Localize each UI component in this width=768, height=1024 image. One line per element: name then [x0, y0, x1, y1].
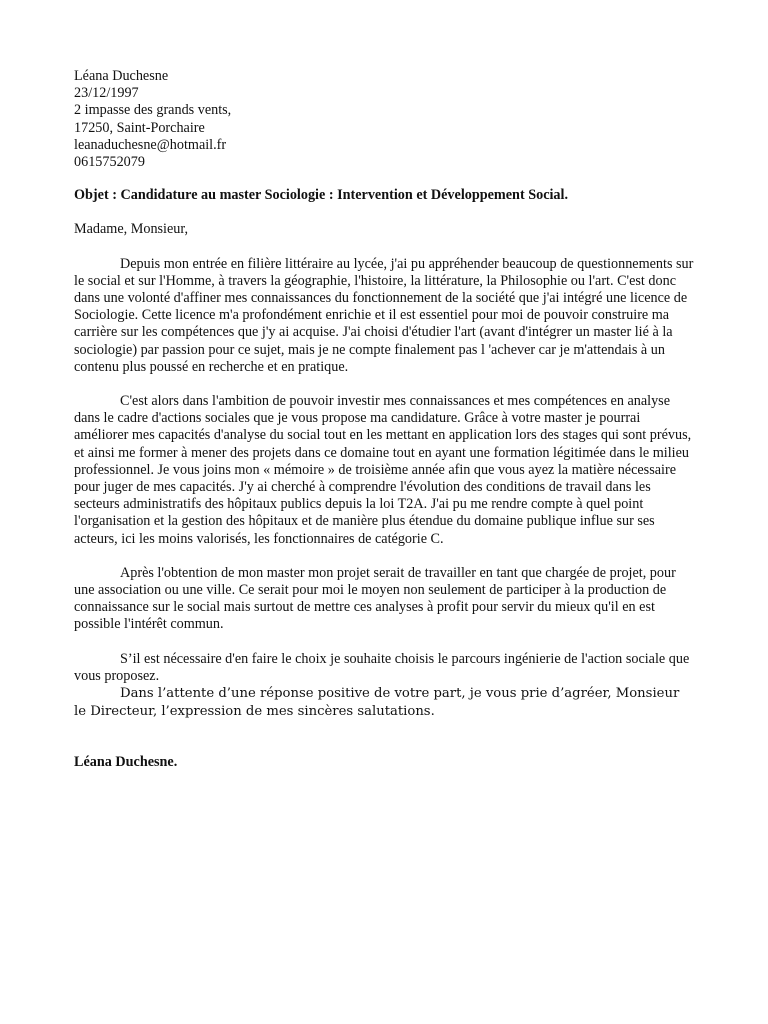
body-paragraph-2: C'est alors dans l'ambition de pouvoir investir mes connaissances et mes compétences en analyse dans le cadre d'actions sociales que je vous propose ma candidature. Grâce à votre master je pourrai améliorer mes capacités d'analyse du social tout en les mettant en application lors des stages qui sont prévus, et ainsi me former à mener des projets dans ce domaine tout en ayant une formation légitimée dans le milieu professionnel. Je vous joins mon « mémoire » de troisième année afin que vous ayez la matière nécessaire pour juger de mes capacités. J'y ai cherché à comprendre l'évolution des conditions de travail dans les secteurs administratifs des hôpitaux publics depuis la loi T2A. J'ai pu me rendre compte à quel point l'organisation et la gestion des hôpitaux et de manière plus étendue du domaine publique influe sur ses acteurs, ici les moins valorisés, les fonctionnaires de catégorie C. [74, 393, 692, 547]
body-paragraph-1: Depuis mon entrée en filière littéraire au lycée, j'ai pu appréhender beaucoup de questionnements sur le social et sur l'Homme, à travers la géographie, l'histoire, la littérature, la Philosophie ou l'art. C'est donc dans une volonté d'affiner mes connaissances du fonctionnement de la société que j'ai intégré une licence de Sociologie. Cette licence m'a profondément enrichie et il est essentiel pour moi de pouvoir construire ma carrière sur les compétences que j'y ai acquise. J'ai choisi d'étudier l'art (avant d'intégrer un master lié à la sociologie) par passion pour ce sujet, mais je ne compte finalement pas l 'achever car je m'attendais à un contenu plus poussé en recherche et en pratique. [74, 255, 694, 375]
signature: Léana Duchesne. [74, 754, 178, 771]
sender-block [74, 68, 694, 171]
letter-page [74, 68, 694, 771]
sender-city: 17250, Saint-Porchaire [74, 119, 205, 136]
body-paragraph-3: Après l'obtention de mon master mon projet serait de travailler en tant que chargée de projet, pour une association ou une ville. Ce serait pour moi le moyen non seulement de participer à la production de connaissance sur le social mais surtout de mettre ces analyses à profit pour servir du mieux qu'il en est possible l'intérêt commun. [74, 564, 676, 633]
sender-name: Léana Duchesne [74, 68, 169, 84]
sender-street: 2 impasse des grands vents, [74, 102, 232, 119]
sender-birthdate: 23/12/1997 [74, 85, 139, 102]
sender-email: leanaduchesne@hotmail.fr [74, 136, 227, 153]
letter-subject: Objet : Candidature au master Sociologie : Intervention et Développement Social. [74, 187, 569, 204]
sender-phone: 0615752079 [74, 154, 145, 171]
body-paragraph-4: S’il est nécessaire d'en faire le choix je souhaite choisis le parcours ingénierie de l'action sociale que vous proposez. [74, 650, 690, 684]
letter-salutation: Madame, Monsieur, [74, 221, 189, 238]
closing-paragraph: Dans l’attente d’une réponse positive de votre part, je vous prie d’agréer, Monsieur le Directeur, l’expression de mes sincères salutations. [74, 686, 680, 719]
